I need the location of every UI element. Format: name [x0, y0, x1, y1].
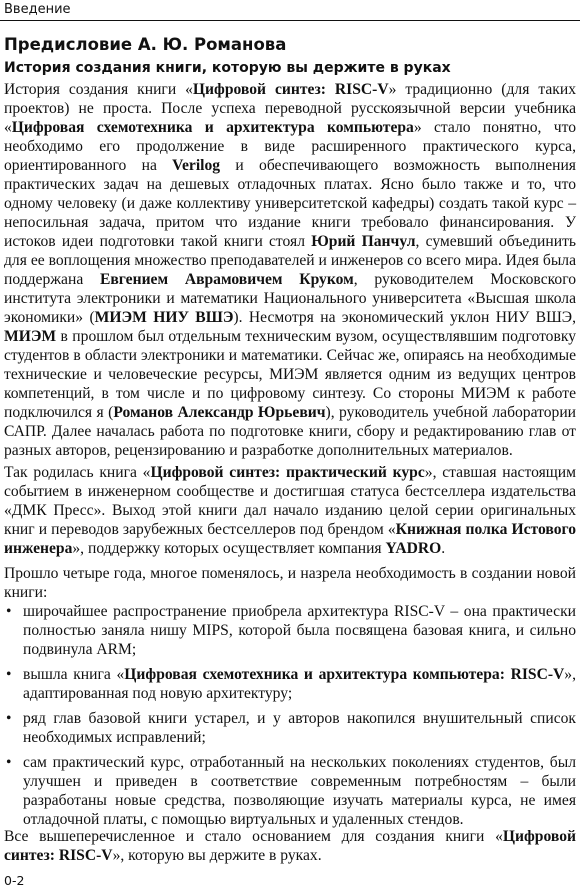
- book-title: Цифровой синтез: практический курс: [150, 464, 425, 481]
- book-title: Цифровой синтез: RISC-V: [4, 828, 576, 864]
- text-span: .: [441, 540, 446, 557]
- list-item: [4, 665, 576, 703]
- text-span: , сумевший объединить для ее воплощения множество преподавателей и инженеров со всего мира. Идея была поддержана: [4, 233, 577, 288]
- person-name: Юрий Панчул: [311, 233, 416, 250]
- bullet-icon: •: [6, 754, 12, 771]
- text-span: и обеспечивающего возможность выполнения практических задач на дешевых отладочных платах. Ясно было также и то, что одному человеку (и даже коллективу университетской кафедры) создать такой курс – непосильная задача, притом что издание книги требовало финансирования. У истоков идеи подготовки такой книги стоял: [4, 157, 576, 250]
- book-title: Цифровая схемотехника и архитектура компьютера: [11, 119, 414, 136]
- text-span: » традиционно (для таких проектов) не проста. После успеха переводной русскоязычной версии учебника «: [4, 81, 576, 136]
- text-span: ), руководитель учебной лаборатории САПР. Далее началась работа по подготовке книги, сбору и редактированию глав от разных авторов, рецензированию и разработке дополнительных материалов.: [4, 404, 577, 459]
- bullet-icon: •: [6, 710, 12, 727]
- person-name: Романов Александр Юрьевич: [113, 404, 326, 421]
- running-head: Введение: [4, 2, 71, 17]
- paragraph-text: Прошло четыре года, многое поменялось, и назрела необходимость в создании новой книги:: [4, 565, 576, 601]
- book-title: Цифровой синтез: RISC-V: [192, 81, 389, 98]
- text-span: История создания книги «: [4, 81, 193, 98]
- text-span: », которую вы держите в руках.: [112, 847, 322, 864]
- text-span: » стало понятно, что необходимо его продолжение в виде расширенного практического курса, ориентированного на: [4, 119, 577, 174]
- text-span: в прошлом был отдельным техническим вузом, осуществлявшим подготовку студентов в области электроники и математики. Сейчас же, опираясь на необходимые технические и человеческие ресурсы, МИЭМ является одним из ведущих центров компетенций, в том числе и по цифровому синтезу. Со стороны МИЭМ к работе подключился я (: [4, 328, 576, 421]
- company-name: YADRO: [385, 540, 442, 557]
- text-span: », ставшая настоящим событием в инженерном сообществе и достигшая статуса бестселлера издательства «ДМК Пресс». Выход этой книги дал начало изданию целой серии оригинальных книг и переводов зарубежных бестселлеров под брендом «: [4, 464, 576, 538]
- text-span: Так родилась книга «: [4, 464, 151, 481]
- section-heading: Предисловие А. Ю. Романова: [4, 35, 287, 54]
- reasons-list: [4, 602, 576, 835]
- bullet-icon: •: [6, 666, 12, 683]
- text-span: », поддержку которых осуществляет компания: [72, 540, 386, 557]
- page-number: 0-2: [4, 873, 25, 888]
- text-span: , руководителем Московского института электроники и математики Национального университета «Высшая школа экономики» (: [4, 271, 576, 326]
- brand-name: Книжная полка Истового инженера: [4, 521, 577, 557]
- paragraph-conclusion: [4, 827, 576, 865]
- text-span: », адаптированная под новую архитектуру;: [23, 666, 576, 702]
- bullet-icon: •: [6, 603, 12, 620]
- book-title: Цифровая схемотехника и архитектура компьютера: RISC-V: [124, 666, 565, 683]
- list-item-text: сам практический курс, отработанный на нескольких поколениях студентов, был улучшен и приведен в соответствие современным потребностям – были разработаны новые средства, позволяющие изучать материалы курса, не имея отладочной платы, с помощью виртуальных и удаленных стендов.: [23, 754, 576, 828]
- organization-name: МИЭМ: [4, 328, 57, 345]
- paragraph-new-book-need: [4, 564, 576, 602]
- person-name: Евгением Аврамовичем Круком: [99, 271, 354, 288]
- organization-name: МИЭМ НИУ ВШЭ: [94, 309, 234, 326]
- header-divider: [0, 20, 580, 21]
- section-subheading: История создания книги, которую вы держите в руках: [4, 60, 451, 76]
- text-span: Все вышеперечисленное и стало основанием для создания книги «: [4, 828, 503, 845]
- text-span: вышла книга «: [23, 666, 125, 683]
- list-item-text: ряд глав базовой книги устарел, и у авторов накопился внушительный список необходимых исправлений;: [23, 710, 576, 746]
- term-verilog: Verilog: [172, 157, 221, 174]
- list-item: [4, 709, 576, 747]
- paragraph-first-book: [4, 463, 576, 558]
- list-item: [4, 602, 576, 659]
- paragraph-history: [4, 80, 576, 460]
- text-span: ). Несмотря на экономический уклон НИУ ВШЭ,: [233, 309, 576, 326]
- list-item-text: широчайшее распространение приобрела архитектура RISC-V – она практически полностью заняла нишу MIPS, которой была посвящена базовая книга, и сильно подвинула ARM;: [23, 603, 576, 658]
- list-item: [4, 753, 576, 829]
